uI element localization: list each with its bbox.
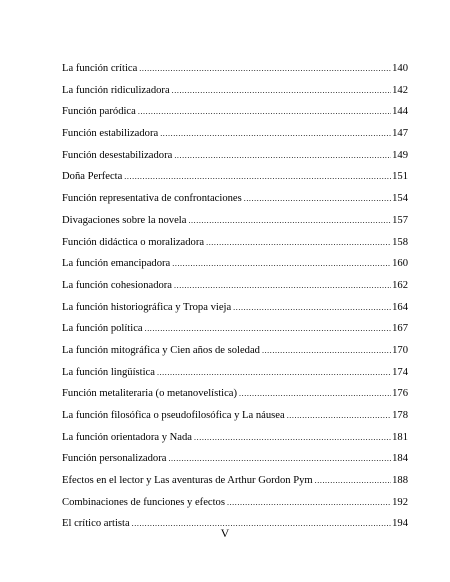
toc-entry (62, 365, 408, 387)
toc-dot-leader (168, 451, 391, 467)
toc-entry (62, 148, 408, 170)
toc-dot-leader (206, 235, 391, 251)
toc-entry-page: 184 (392, 453, 408, 465)
toc-entry-page: 154 (392, 193, 408, 205)
toc-entry (62, 300, 408, 322)
toc-entry (62, 386, 408, 408)
toc-entry (62, 104, 408, 126)
toc-entry-page: 162 (392, 279, 408, 291)
toc-entry-title: Función personalizadora (62, 453, 167, 465)
toc-entry-title: Efectos en el lector y Las aventuras de Arthur Gordon Pym (62, 475, 313, 487)
toc-dot-leader (233, 300, 391, 316)
toc-entry-title: El crítico artista (62, 518, 130, 530)
toc-dot-leader (194, 430, 391, 446)
toc-entry (62, 83, 408, 105)
toc-entry-page: 181 (392, 431, 408, 443)
toc-entry-page: 140 (392, 63, 408, 74)
toc-dot-leader (139, 61, 391, 77)
toc-entry-title: Función paródica (62, 106, 136, 118)
toc-entry-title: La función crítica (62, 63, 138, 74)
toc-entry-title: La función política (62, 323, 143, 335)
toc-entry-title: La función cohesionadora (62, 279, 173, 291)
toc-entry-page: 188 (392, 475, 408, 487)
toc-entry-title: La función lingüística (62, 366, 155, 378)
toc-entry-page: 160 (392, 258, 408, 270)
toc-dot-leader (124, 169, 391, 185)
toc-entry (62, 235, 408, 257)
toc-entry-title: Combinaciones de funciones y efectos (62, 496, 225, 508)
toc-entry-title: La función orientadora y Nada (62, 431, 193, 443)
toc-dot-leader (160, 126, 391, 142)
toc-entry (62, 473, 408, 495)
toc-entry-title: La función ridiculizadora (62, 84, 170, 96)
toc-dot-leader (239, 386, 391, 402)
toc-entry-title: Función estabilizadora (62, 128, 159, 140)
toc-entry-title: Divagaciones sobre la novela (62, 214, 187, 226)
toc-entry-title: Función representativa de confrontaciones (62, 193, 242, 205)
toc-entry-page: 158 (392, 236, 408, 248)
toc-entry-title: La función historiográfica y Tropa vieja (62, 301, 232, 313)
toc-entry-page: 176 (392, 388, 408, 400)
toc-entry-page: 151 (392, 171, 408, 183)
toc-entry-page: 167 (392, 323, 408, 335)
toc-dot-leader (145, 321, 392, 337)
toc-entry-page: 170 (392, 344, 408, 356)
toc-entry-page: 194 (392, 518, 408, 530)
toc-entry-title: Función desestabilizadora (62, 149, 173, 161)
toc-entry (62, 343, 408, 365)
toc-entry-page: 192 (392, 496, 408, 508)
toc-dot-leader (174, 278, 391, 294)
toc-entry (62, 321, 408, 343)
toc-entry (62, 408, 408, 430)
toc-entry-page: 147 (392, 128, 408, 140)
toc-entry (62, 451, 408, 473)
toc-entry-title: La función emancipadora (62, 258, 171, 270)
toc-dot-leader (244, 191, 391, 207)
toc-entry (62, 495, 408, 517)
toc-dot-leader (188, 213, 391, 229)
toc-entry (62, 213, 408, 235)
toc-dot-leader (315, 473, 391, 489)
toc-entry-title: La función filosófica o pseudofilosófica y La náusea (62, 410, 285, 421)
table-of-contents (62, 61, 408, 538)
toc-entry-page: 144 (392, 106, 408, 118)
toc-entry (62, 191, 408, 213)
toc-dot-leader (172, 83, 391, 99)
toc-entry (62, 256, 408, 278)
toc-dot-leader (174, 148, 391, 164)
toc-dot-leader (138, 104, 391, 120)
toc-dot-leader (227, 495, 391, 511)
toc-dot-leader (157, 365, 391, 381)
toc-entry (62, 169, 408, 191)
toc-entry-title: Función metaliteraria (o metanovelística) (62, 388, 238, 400)
toc-entry-title: Doña Perfecta (62, 171, 123, 183)
toc-dot-leader (287, 408, 391, 424)
toc-entry-page: 142 (392, 84, 408, 96)
toc-entry-page: 157 (392, 214, 408, 226)
toc-entry-title: Función didáctica o moralizadora (62, 236, 205, 248)
toc-entry-page: 164 (392, 301, 408, 313)
toc-dot-leader (262, 343, 391, 359)
toc-entry-title: La función mitográfica y Cien años de soledad (62, 344, 260, 356)
toc-entry (62, 126, 408, 148)
toc-entry-page: 174 (392, 366, 408, 378)
toc-entry-page: 178 (392, 410, 408, 421)
toc-entry (62, 278, 408, 300)
toc-entry-page: 149 (392, 149, 408, 161)
page-number: V (220, 526, 230, 540)
toc-entry (62, 61, 408, 83)
toc-dot-leader (172, 256, 391, 272)
toc-entry (62, 430, 408, 452)
